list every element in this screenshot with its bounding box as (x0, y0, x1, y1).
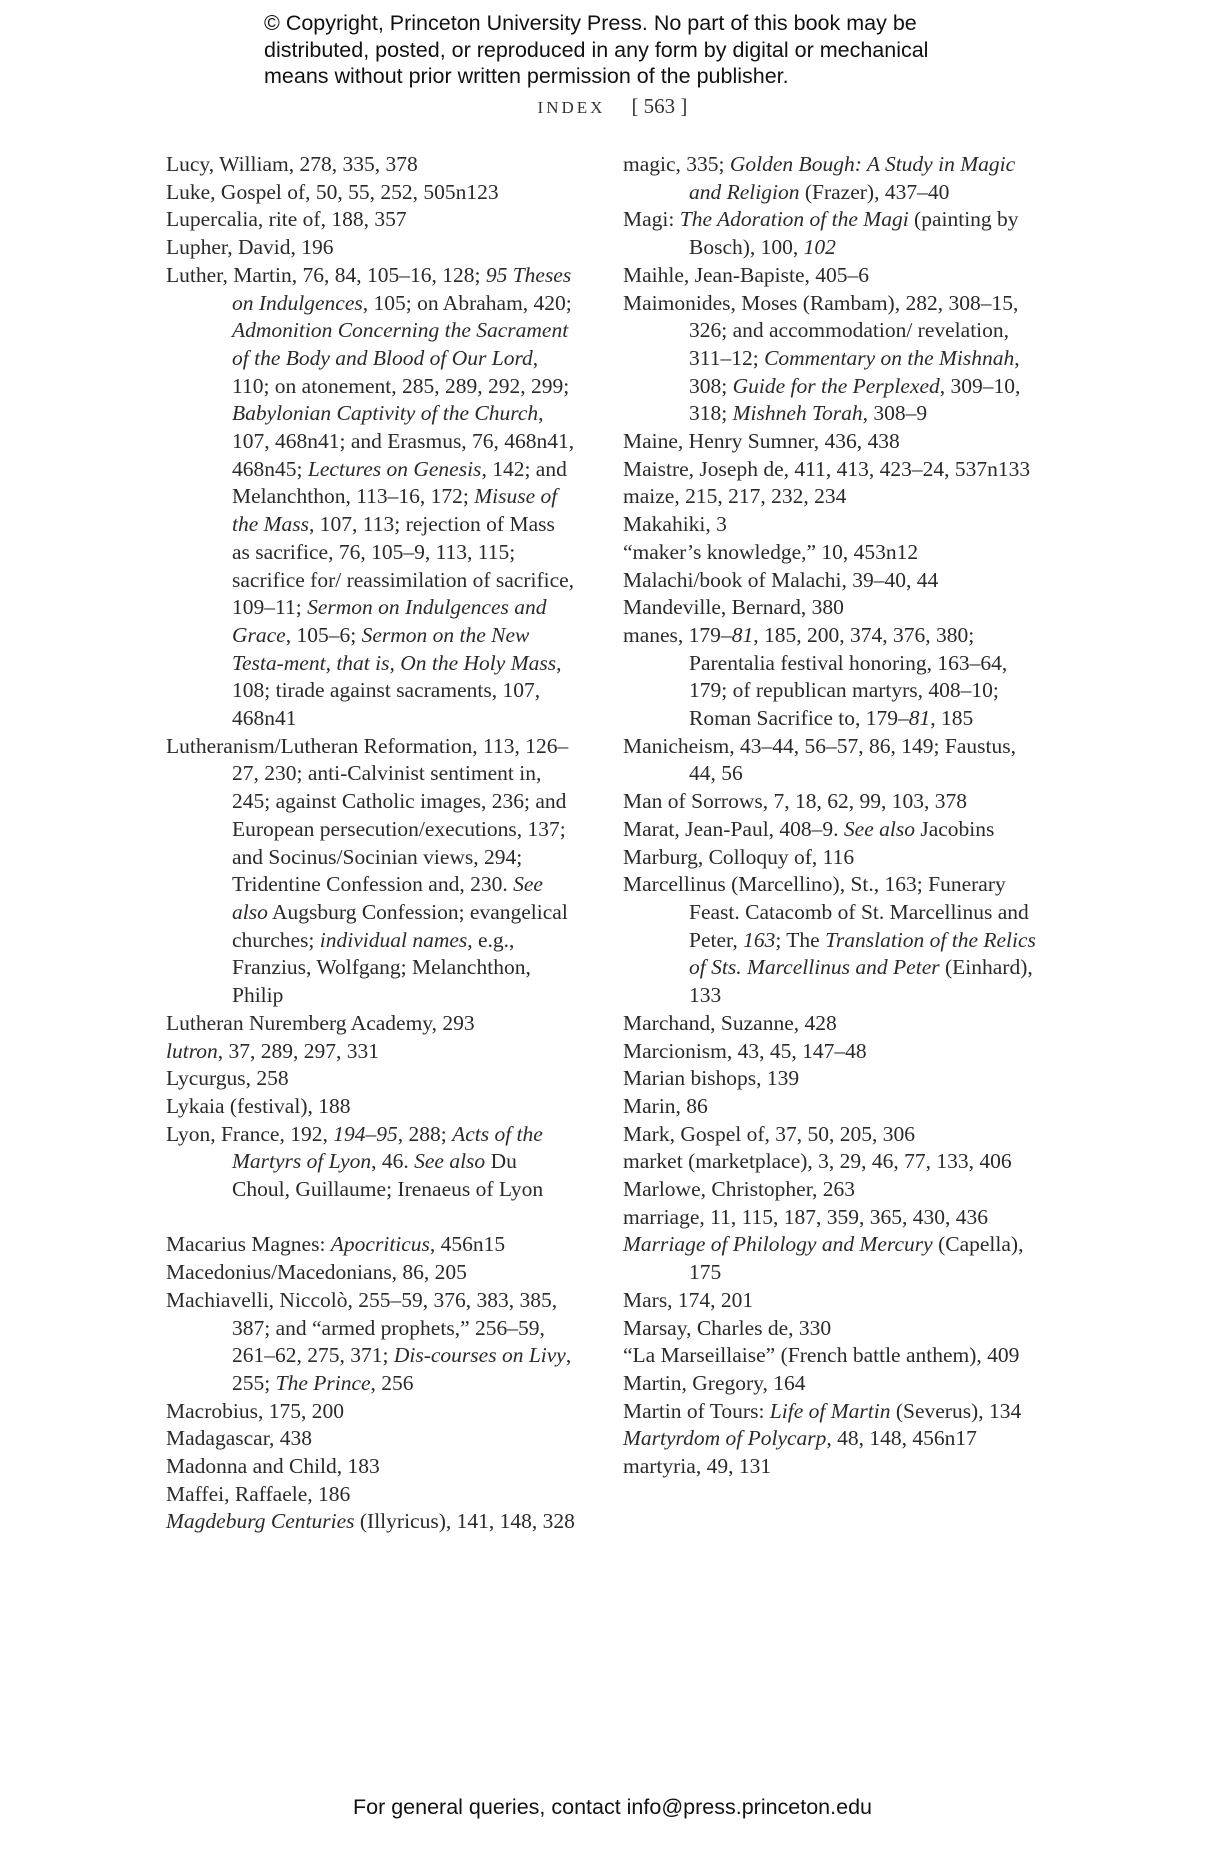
index-entry: Lupercalia, rite of, 188, 357 (166, 207, 407, 232)
index-entry: Maffei, Raffaele, 186 (166, 1481, 351, 1506)
index-entry: “maker’s knowledge,” 10, 453n12 (623, 539, 919, 564)
index-entry: market (marketplace), 3, 29, 46, 77, 133, 406 (623, 1149, 1012, 1174)
index-entry: Marcionism, 43, 45, 147–48 (623, 1038, 867, 1063)
copyright-notice (264, 10, 1024, 90)
index-entry: Lutheranism/Lutheran Reformation, 113, 126–27, 230; anti-Calvinist sentiment in, 245; against Catholic images, 236; and European persecution/executions, 137; and Socinus/Socinian views, 294; Tridentine Confession and, 230. See also Augsburg Confession; evangelical churches; individual names, e.g., Franzius, Wolfgang; Melanchthon, Philip (166, 733, 569, 1008)
copyright-line: © Copyright, Princeton University Press. No part of this book may be (264, 11, 917, 35)
index-entry: Marian bishops, 139 (623, 1066, 800, 1091)
index-entry: maize, 215, 217, 232, 234 (623, 484, 847, 509)
footer-contact: For general queries, contact info@press.princeton.edu (352, 1795, 872, 1819)
index-entry: Maihle, Jean-Bapiste, 405–6 (623, 262, 870, 287)
index-entry: Macarius Magnes: Apocriticus, 456n15 (166, 1232, 506, 1257)
index-entry: Marsay, Charles de, 330 (623, 1315, 832, 1340)
index-entry: Lupher, David, 196 (166, 235, 334, 260)
index-entry: Marat, Jean-Paul, 408–9. See also Jacobins (623, 816, 995, 841)
index-entry: Lyon, France, 192, 194–95, 288; Acts of the Martyrs of Lyon, 46. See also Du Choul, Guillaume; Irenaeus of Lyon (166, 1121, 544, 1202)
index-entry: Mark, Gospel of, 37, 50, 205, 306 (623, 1121, 916, 1146)
page-number: [ 563 ] (631, 94, 688, 118)
index-entry: Magdeburg Centuries (Illyricus), 141, 148, 328 (166, 1509, 575, 1534)
index-entry: Manicheism, 43–44, 56–57, 86, 149; Faustus, 44, 56 (623, 733, 1016, 786)
index-entry: manes, 179–81, 185, 200, 374, 376, 380; Parentalia festival honoring, 163–64, 179; of republican martyrs, 408–10; Roman Sacrifice to, 179–81, 185 (623, 622, 1008, 731)
index-entry: Marin, 86 (623, 1093, 708, 1118)
index-entry: magic, 335; Golden Bough: A Study in Magic and Religion (Frazer), 437–40 (623, 152, 1016, 204)
index-entry: Luther, Martin, 76, 84, 105–16, 128; 95 Theses on Indulgences, 105; on Abraham, 420; Admonition Concerning the Sacrament of the Body and Blood of Our Lord, 110; on atonement, 285, 289, 292, 299; Babylonian Captivity of the Church, 107, 468n41; and Erasmus, 76, 468n41, 468n45; Lectures on Genesis, 142; and Melanchthon, 113–16, 172; Misuse of the Mass, 107, 113; rejection of Mass as sacrifice, 76, 105–9, 113, 115; sacrifice for/ reassimilation of sacrifice, 109–11; Sermon on Indulgences and Grace, 105–6; Sermon on the New Testa-ment, that is, On the Holy Mass, 108; tirade against sacraments, 107, 468n41 (166, 262, 575, 731)
index-entry: Machiavelli, Niccolò, 255–59, 376, 383, 385, 387; and “armed prophets,” 256–59, 261–62, 275, 371; Dis-courses on Livy, 255; The Prince, 256 (166, 1287, 572, 1395)
section-gap (166, 1204, 576, 1232)
index-entry: Marchand, Suzanne, 428 (623, 1010, 837, 1035)
index-entry: Martyrdom of Polycarp, 48, 148, 456n17 (623, 1426, 977, 1451)
index-entry: Lycurgus, 258 (166, 1066, 289, 1091)
index-entry: Magi: The Adoration of the Magi (painting by Bosch), 100, 102 (623, 207, 1019, 260)
index-entry: “La Marseillaise” (French battle anthem), 409 (623, 1343, 1020, 1368)
index-entry: Man of Sorrows, 7, 18, 62, 99, 103, 378 (623, 789, 967, 814)
index-entry: marriage, 11, 115, 187, 359, 365, 430, 436 (623, 1204, 989, 1229)
index-entry: Lykaia (festival), 188 (166, 1093, 351, 1118)
index-entry: Mandeville, Bernard, 380 (623, 595, 844, 620)
index-entry: Macedonius/Macedonians, 86, 205 (166, 1260, 467, 1285)
index-entry: martyria, 49, 131 (623, 1454, 772, 1479)
copyright-line: means without prior written permission of the publisher. (264, 64, 789, 88)
index-entry: Martin, Gregory, 164 (623, 1370, 806, 1395)
index-entry: Maine, Henry Sumner, 436, 438 (623, 429, 900, 454)
header-label: INDEX (537, 98, 606, 117)
index-entry: Madonna and Child, 183 (166, 1454, 380, 1479)
index-entry: Madagascar, 438 (166, 1426, 312, 1451)
copyright-line: distributed, posted, or reproduced in any form by digital or mechanical (264, 37, 929, 62)
index-entry: Malachi/book of Malachi, 39–40, 44 (623, 567, 939, 592)
index-entry: Lucy, William, 278, 335, 378 (166, 152, 418, 176)
index-entry: Mars, 174, 201 (623, 1287, 754, 1312)
index-entry: Maimonides, Moses (Rambam), 282, 308–15, 326; and accommodation/ revelation, 311–12; Commentary on the Mishnah, 308; Guide for the Perplexed, 309–10, 318; Mishneh Torah, 308–9 (623, 290, 1021, 426)
index-entry: Marriage of Philology and Mercury (Capella), 175 (623, 1232, 1024, 1285)
running-header (0, 94, 1225, 119)
index-entry: lutron, 37, 289, 297, 331 (166, 1038, 380, 1063)
index-entry: Lutheran Nuremberg Academy, 293 (166, 1010, 475, 1035)
index-entry: Maistre, Joseph de, 411, 413, 423–24, 537n133 (623, 456, 1031, 481)
index-entry: Marlowe, Christopher, 263 (623, 1177, 856, 1202)
index-column-left (166, 151, 576, 1536)
index-entry: Makahiki, 3 (623, 512, 727, 537)
index-entry: Marcellinus (Marcellino), St., 163; Funerary Feast. Catacomb of St. Marcellinus and Peter, 163; The Translation of the Relics of Sts. Marcellinus and Peter (Einhard), 133 (623, 872, 1036, 1008)
index-entry: Marburg, Colloquy of, 116 (623, 844, 855, 869)
index-entry: Macrobius, 175, 200 (166, 1398, 344, 1423)
index-column-right (623, 151, 1043, 1481)
index-entry: Luke, Gospel of, 50, 55, 252, 505n123 (166, 179, 499, 204)
index-entry: Martin of Tours: Life of Martin (Severus), 134 (623, 1398, 1022, 1423)
